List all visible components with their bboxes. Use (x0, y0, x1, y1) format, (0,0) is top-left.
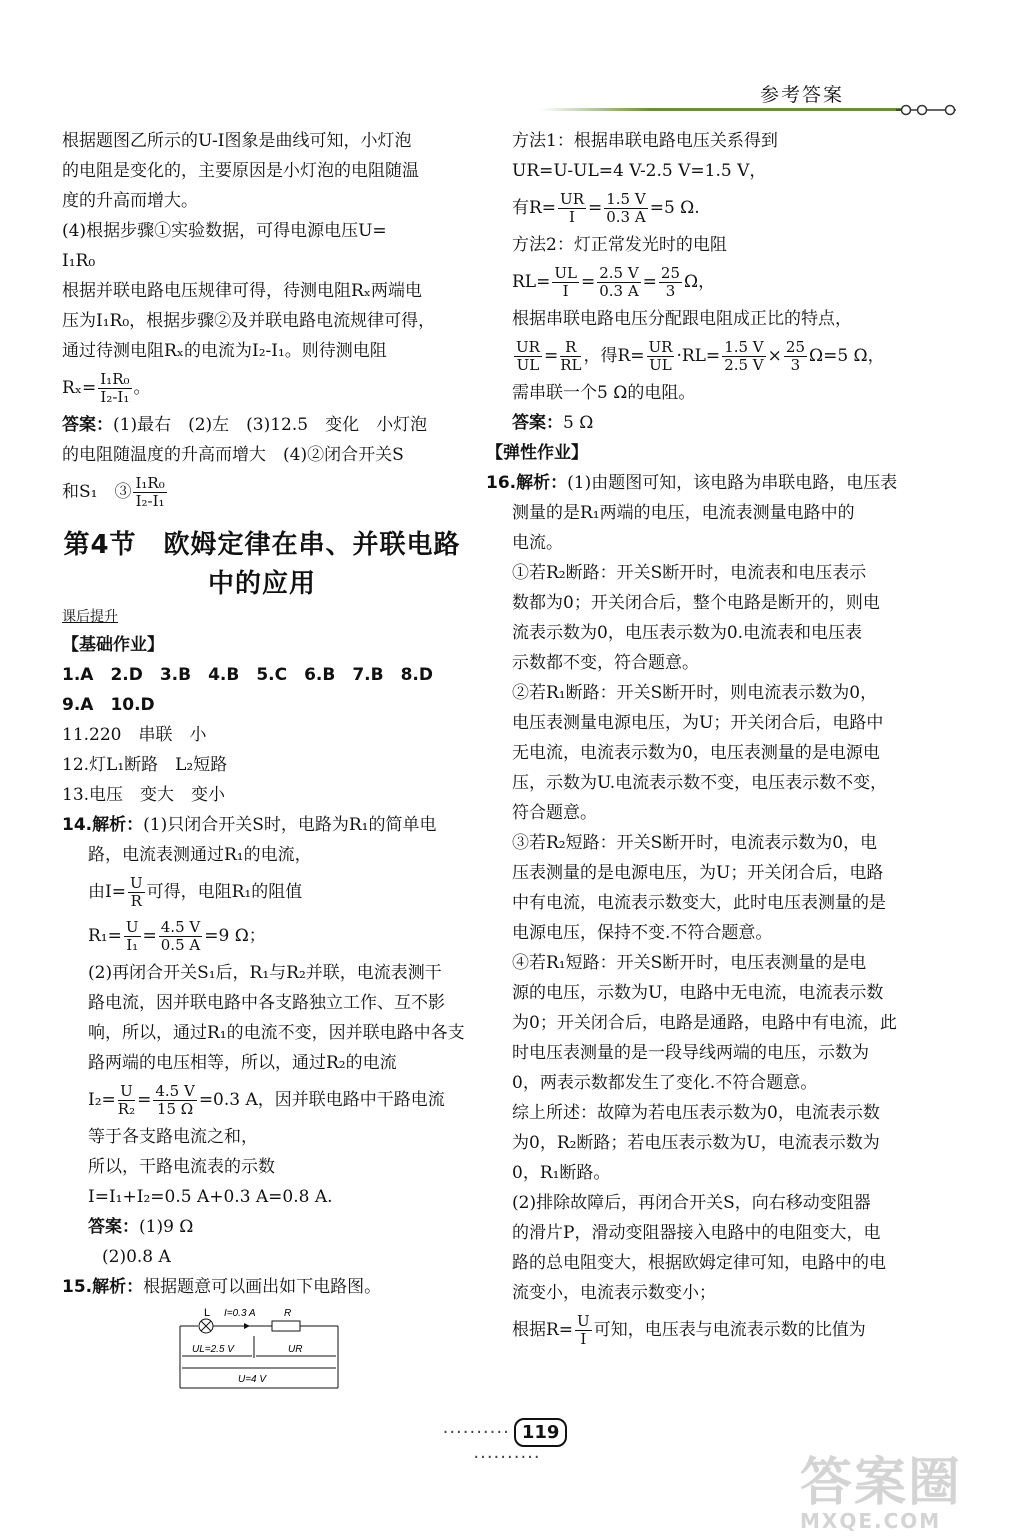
formula-text: 有R= (512, 198, 557, 218)
fraction (98, 371, 131, 406)
fraction-numerator: UR (648, 338, 673, 356)
dotted-rule: ·········· (442, 1422, 510, 1443)
question-line (62, 1272, 462, 1302)
formula-text: =0.3 A，因并联电路中干路电流 (198, 1090, 445, 1110)
answer-text: (1)9 Ω (139, 1217, 194, 1237)
question-text: (1)由题图可知，该电路为串联电路，电压表 (567, 473, 898, 493)
fraction (124, 919, 141, 954)
watermark-url: MXQE.COM (800, 1509, 942, 1533)
section-tag: 课后提升 (62, 609, 118, 625)
fraction (597, 265, 640, 300)
answer-line (62, 410, 462, 440)
formula-text: ，得R= (583, 346, 645, 366)
fraction-numerator: UR (516, 338, 540, 356)
text-line: 路，电流表测通过R₁的电流， (88, 845, 312, 865)
formula-line (486, 1308, 906, 1352)
question-text: (1)只闭合开关S时，电路为R₁的简单电 (143, 815, 437, 835)
fraction (133, 475, 166, 510)
question-line (486, 468, 906, 498)
fraction-denominator: 2.5 V (724, 356, 764, 374)
text-line: 为0；开关闭合后，电路是通路，电路中有电流，此 (512, 1013, 897, 1033)
header-ornament-icon (896, 102, 956, 118)
formula-text: Ω=5 Ω， (809, 346, 885, 366)
formula-line (62, 1078, 462, 1122)
text-line: 压表测量的是电源电压，为U；开关闭合后，电路 (512, 863, 884, 883)
fraction-numerator: 2.5 V (599, 264, 639, 282)
text-line: I=I₁+I₂=0.5 A+0.3 A=0.8 A. (88, 1187, 333, 1207)
fraction-numerator: U (577, 1312, 590, 1330)
text-line: 为0，R₂断路；若电压表示数为U，电流表示数为 (512, 1133, 880, 1153)
mc-answers: 9.A 10.D (62, 695, 155, 715)
fraction-denominator: 0.5 A (160, 936, 201, 954)
text-line: 0，R₁断路。 (512, 1163, 611, 1183)
text-line: ②若R₁断路：开关S断开时，则电流表示数为0， (512, 683, 878, 703)
text-line: 流变小，电流表示数变小； (512, 1283, 716, 1303)
subsection-label: 【基础作业】 (62, 635, 164, 655)
formula-text: × (767, 346, 782, 366)
fraction-denominator: I (562, 282, 569, 300)
fraction-numerator: 25 (660, 264, 681, 282)
fraction-numerator: U (125, 918, 139, 936)
formula-text: Rₓ= (62, 378, 97, 398)
formula-text: =9 Ω； (204, 926, 266, 946)
fraction-numerator: UR (560, 190, 584, 208)
text-line: 压为I₁R₀，根据步骤②及并联电路电流规律可得， (62, 311, 436, 331)
text-line: 中有电流，电流表示数变大，此时电压表测量的是 (512, 893, 886, 913)
text-line: 方法1：根据串联电路电压关系得到 (512, 131, 778, 151)
fraction-numerator: UL (554, 264, 577, 282)
fraction-denominator: R (130, 892, 142, 910)
fraction-denominator: 15 Ω (156, 1100, 194, 1118)
fraction-denominator: UL (649, 356, 672, 374)
text-line: 测量的是R₁两端的电压，电流表测量电路中的 (512, 503, 855, 523)
formula-line (486, 334, 906, 378)
mc-answers: 1.A 2.D 3.B 4.B 5.C 6.B 7.B 8.D (62, 665, 433, 685)
fraction-denominator: I₂-I₁ (100, 388, 130, 406)
answer-line: 11.220 串联 小 (62, 725, 207, 745)
answer-label: 答案： (62, 415, 113, 435)
text-line: 所以，干路电流表的示数 (88, 1157, 275, 1177)
voltage-ur-label: UR (288, 1344, 303, 1355)
text-line: 需串联一个5 Ω的电阻。 (512, 383, 696, 403)
formula-text: R₁= (88, 926, 122, 946)
right-column (486, 126, 906, 1352)
text-line: 电流。 (512, 533, 563, 553)
fraction (552, 265, 579, 300)
fraction-denominator: I₂-I₁ (135, 492, 165, 510)
fraction-denominator: I₁ (126, 936, 139, 954)
circuit-diagram (174, 1306, 354, 1398)
formula-text: = (642, 272, 657, 292)
text-line: 度的升高而增大。 (62, 191, 198, 211)
formula-text: 由I= (88, 882, 126, 902)
text-line: 路两端的电压相等，所以，通过R₂的电流 (88, 1053, 397, 1073)
fraction-numerator: 25 (785, 338, 805, 356)
voltage-ul-label: UL=2.5 V (192, 1344, 234, 1355)
text-line: 响，所以，通过R₁的电流不变，因并联电路中各支 (88, 1023, 465, 1043)
fraction (558, 191, 586, 226)
fraction (128, 875, 145, 910)
fraction (604, 191, 647, 226)
formula-line: UR=U-UL=4 V-2.5 V=1.5 V， (512, 161, 767, 181)
formula-text: I₂= (88, 1090, 116, 1110)
question-text: 根据题意可以画出如下电路图。 (143, 1277, 382, 1297)
text-line: (2)再闭合开关S₁后，R₁与R₂并联，电流表测干 (88, 963, 442, 983)
fraction-numerator: 4.5 V (160, 918, 201, 936)
text-line: 等于各支路电流之和， (88, 1127, 258, 1147)
formula-text: RL= (512, 272, 551, 292)
section-subtitle: 中的应用 (207, 569, 316, 599)
formula-rx (62, 366, 462, 410)
formula-text: 根据R= (512, 1320, 574, 1340)
text-line: ③若R₂短路：开关S断开时，电流表示数为0，电 (512, 833, 878, 853)
formula-text: 可得，电阻R₁的阻值 (146, 882, 303, 902)
fraction (153, 1083, 196, 1118)
text-line: 的电阻是变化的，主要原因是小灯泡的电阻随温 (62, 161, 419, 181)
fraction-denominator: RL (560, 356, 582, 374)
text-line: (2)排除故障后，再闭合开关S，向右移动变阻器 (512, 1193, 871, 1213)
answer-text: 5 Ω (563, 413, 594, 433)
fraction-denominator: 3 (790, 356, 801, 374)
text-line: 符合题意。 (512, 803, 597, 823)
text-line: 压，示数为U.电流表示数不变，电压表示数不变， (512, 773, 888, 793)
running-header: 参考答案 (760, 84, 845, 106)
question-label: 16.解析： (486, 473, 568, 493)
question-line (62, 810, 462, 840)
question-label: 15.解析： (62, 1277, 144, 1297)
fraction (118, 1083, 135, 1118)
text-line: 电压表测量电源电压，为U；开关闭合后，电路中 (512, 713, 884, 733)
text-line: 综上所述：故障为若电压表示数为0，电流表示数 (512, 1103, 880, 1123)
formula-text: = (580, 272, 596, 292)
formula-text: 和S₁ ③ (62, 482, 132, 502)
fraction (514, 339, 542, 374)
subsection-label: 【弹性作业】 (486, 443, 588, 463)
fraction-denominator: 3 (665, 282, 676, 300)
text-line: ①若R₂断路：开关S断开时，电流表和电压表示 (512, 563, 867, 583)
text-line: 路的总电阻变大，根据欧姆定律可知，电路中的电 (512, 1253, 886, 1273)
text-line: 无电流，电流表示数为0，电压表测量的是电源电 (512, 743, 880, 763)
fraction-numerator: 1.5 V (724, 338, 764, 356)
fraction-denominator: UL (516, 356, 540, 374)
text-line: 根据并联电路电压规律可得，待测电阻Rₓ两端电 (62, 281, 423, 301)
text-line: 时电压表测量的是一段导线两端的电压，示数为 (512, 1043, 869, 1063)
formula-line (62, 870, 462, 914)
watermark-text: 答案圈 (800, 1453, 963, 1513)
text-line: 根据题图乙所示的U-I图象是曲线可知，小灯泡 (62, 131, 412, 151)
fraction-denominator: R₂ (117, 1100, 136, 1118)
formula-text: 可知，电压表与电流表示数的比值为 (593, 1320, 866, 1340)
left-column (62, 126, 465, 1403)
fraction-numerator: I₁R₀ (100, 370, 130, 388)
formula-text: = (137, 1090, 152, 1110)
page-number-value: 119 (514, 1418, 568, 1447)
fraction-denominator: 0.3 A (599, 282, 639, 300)
watermark-logo (800, 1440, 1000, 1533)
fraction-numerator: R (560, 339, 581, 357)
dotted-rule: ·········· (473, 1447, 541, 1468)
formula-text: ·RL= (676, 346, 721, 366)
fraction (159, 919, 202, 954)
voltage-u-label: U=4 V (238, 1374, 267, 1385)
lamp-label: L (204, 1307, 211, 1319)
answer-label: 答案： (512, 413, 563, 433)
answer-text: (1)最右 (2)左 (3)12.5 变化 小灯泡 (113, 415, 428, 435)
section-title: 第4节 欧姆定律在串、并联电路 (63, 530, 461, 560)
text-line: 的电阻随温度的升高而增大 (4)②闭合开关S (62, 445, 404, 465)
fraction-numerator: U (129, 874, 143, 892)
answer-label: 答案： (88, 1217, 139, 1237)
fraction-numerator: 1.5 V (606, 190, 646, 208)
text-line: 流表示数为0，电压表示数为0.电流表和电压表 (512, 623, 863, 643)
fraction (659, 265, 682, 300)
text-line: 通过待测电阻Rₓ的电流为I₂-I₁。则待测电阻 (62, 341, 387, 361)
fraction (647, 339, 675, 374)
formula-text: = (587, 198, 603, 218)
current-label: I=0.3 A (224, 1308, 256, 1319)
fraction-numerator: U (118, 1083, 135, 1101)
fraction (560, 339, 581, 374)
text-line: (4)根据步骤①实验数据，可得电源电压U= (62, 221, 387, 241)
formula-text: = (142, 926, 157, 946)
fraction-numerator: I₁R₀ (135, 474, 165, 492)
formula-line (62, 914, 462, 958)
text-line: ④若R₁短路：开关S断开时，电压表测量的是电 (512, 953, 867, 973)
text-line: 电源电压，保持不变.不符合题意。 (512, 923, 773, 943)
header-rule (540, 108, 910, 111)
text-line: 根据串联电路电压分配跟电阻成正比的特点， (512, 309, 852, 329)
text-line: 路电流，因并联电路中各支路独立工作、互不影 (88, 993, 445, 1013)
formula-line (486, 186, 906, 230)
fraction-denominator: 0.3 A (606, 208, 646, 226)
text-line: 源的电压，示数为U，电路中无电流，电流表示数 (512, 983, 884, 1003)
text-line: 示数都不变，符合题意。 (512, 653, 699, 673)
resistor-icon (272, 1321, 300, 1331)
fraction-denominator: I (580, 1330, 587, 1348)
fraction (722, 339, 765, 374)
fraction-numerator: 4.5 V (155, 1082, 195, 1100)
fraction (784, 339, 807, 374)
question-label: 14.解析： (62, 815, 144, 835)
text-line: I₁R₀ (62, 251, 96, 271)
text-line: (2)0.8 A (102, 1247, 171, 1267)
text-line: 0，两表示数都发生了变化.不符合题意。 (512, 1073, 818, 1093)
answer-line (486, 408, 906, 438)
fraction-denominator: I (569, 208, 575, 226)
answer-line: 12.灯L₁断路 L₂短路 (62, 755, 228, 775)
text-line: 方法2：灯正常发光时的电阻 (512, 235, 727, 255)
formula-text: 。 (133, 378, 151, 398)
answer-formula (62, 470, 462, 514)
text-line: 数都为0；开关闭合后，整个电路是断开的，则电 (512, 593, 880, 613)
resistor-label: R (284, 1308, 292, 1319)
answer-line: 13.电压 变大 变小 (62, 785, 226, 805)
formula-text: =5 Ω. (649, 198, 700, 218)
answer-line (62, 1212, 462, 1242)
text-line: 的滑片P，滑动变阻器接入电路中的电阻变大，电 (512, 1223, 881, 1243)
formula-text: = (543, 346, 559, 366)
fraction (575, 1313, 592, 1348)
page-number (412, 1418, 602, 1468)
formula-text: Ω， (684, 272, 716, 292)
formula-line (486, 260, 906, 304)
